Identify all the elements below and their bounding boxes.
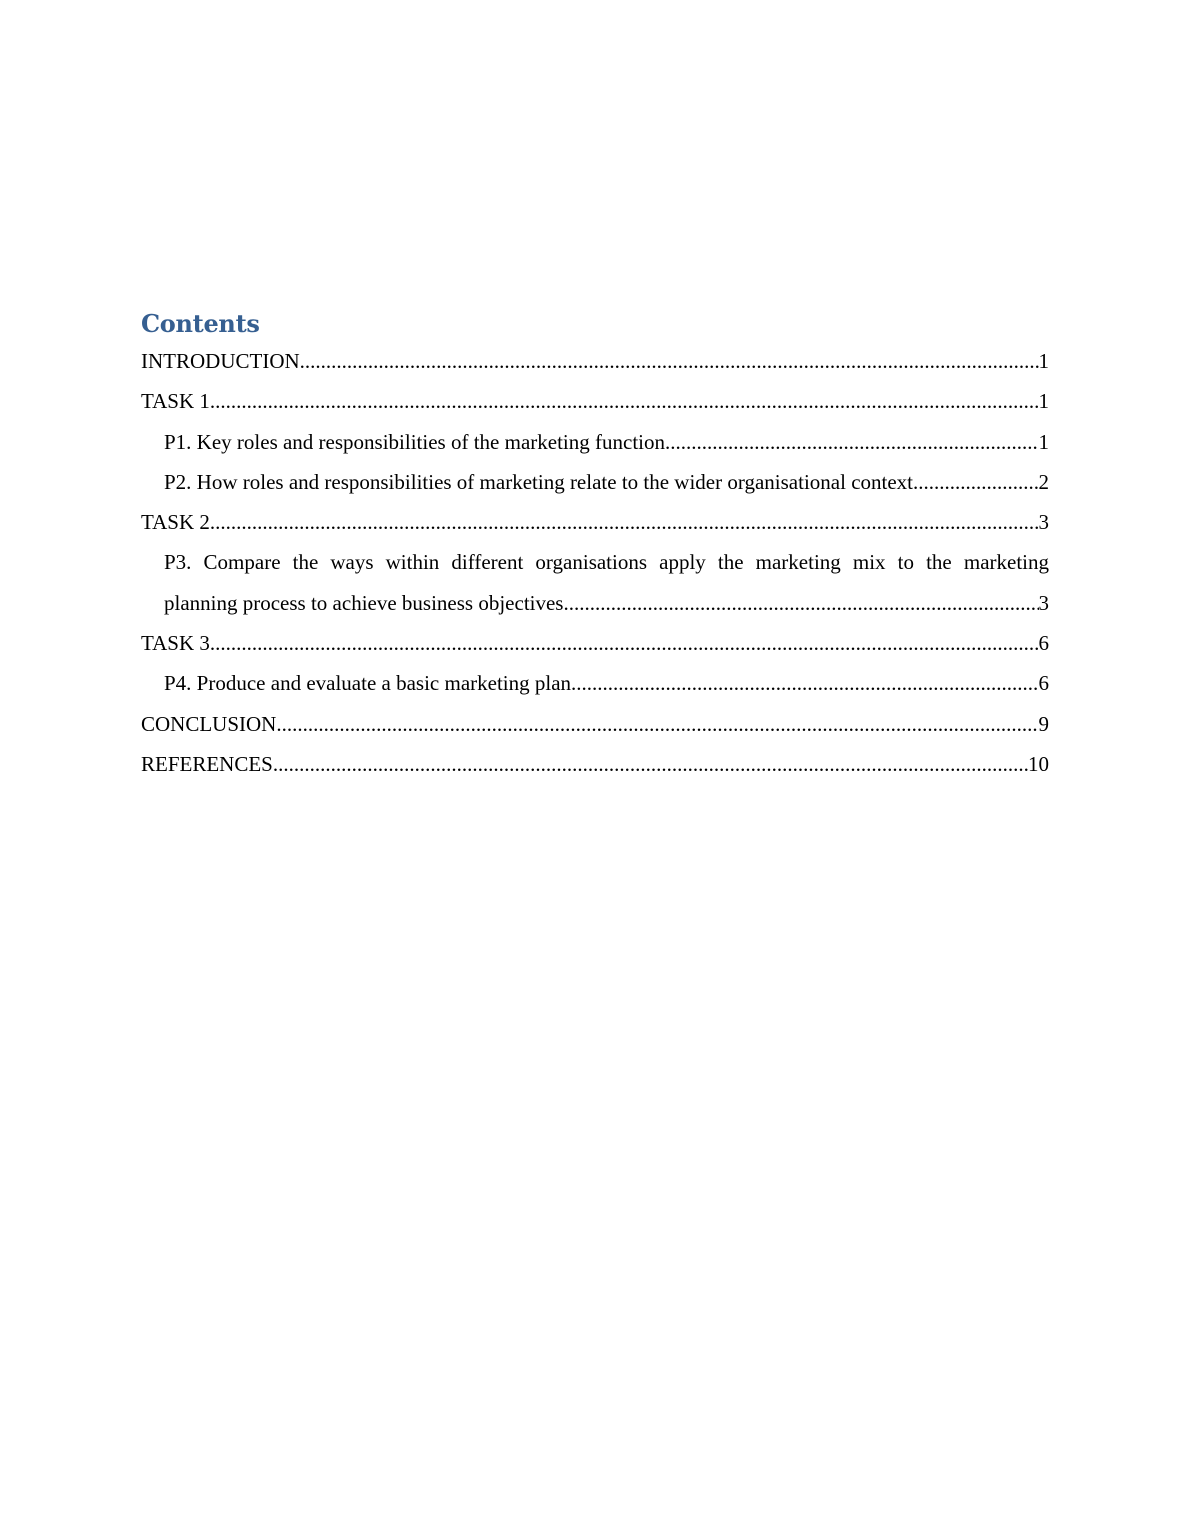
- toc-entry-references[interactable]: [141, 744, 1049, 784]
- toc-entry-label-line-2: planning process to achieve business objectives: [164, 590, 564, 615]
- toc-entry-introduction[interactable]: [141, 341, 1049, 381]
- toc-page-number: 3: [1038, 590, 1049, 615]
- toc-entry-label: CONCLUSION: [141, 711, 277, 736]
- toc-entry-task-2[interactable]: [141, 502, 1049, 542]
- toc-entry-label: TASK 3: [141, 631, 210, 656]
- toc-entry-p2[interactable]: [141, 462, 1049, 502]
- toc-page-number: 6: [1038, 631, 1049, 656]
- toc-entry-label: INTRODUCTION: [141, 349, 300, 373]
- toc-page-number: 9: [1038, 711, 1049, 736]
- toc-entry-task-3[interactable]: [141, 623, 1049, 663]
- toc-entry-task-1[interactable]: [141, 381, 1049, 421]
- toc-entry-label: P4. Produce and evaluate a basic marketing plan: [164, 671, 572, 696]
- toc-page-number: 6: [1038, 671, 1049, 696]
- toc-entry-p3[interactable]: [141, 542, 1049, 623]
- toc-dot-leader: [276, 704, 1038, 744]
- toc-page-number: 1: [1038, 429, 1049, 454]
- toc-dot-leader: [210, 381, 1039, 421]
- toc-title: Contents: [141, 309, 260, 338]
- toc-dot-leader: [571, 663, 1038, 703]
- toc-entry-label: TASK 1: [141, 389, 210, 414]
- toc-entry-conclusion[interactable]: [141, 704, 1049, 744]
- toc-page-number: 2: [1038, 469, 1049, 494]
- toc-entry-label: P2. How roles and responsibilities of marketing relate to the wider organisational context: [164, 469, 914, 494]
- toc-dot-leader: [665, 422, 1039, 462]
- toc-page-number: 3: [1038, 510, 1049, 535]
- toc-entry-label: TASK 2: [141, 510, 210, 535]
- toc-dot-leader: [273, 744, 1028, 784]
- toc-dot-leader: [563, 583, 1038, 623]
- toc-page-number: 10: [1028, 751, 1049, 776]
- toc-entry-label: P1. Key roles and responsibilities of the marketing function: [164, 429, 665, 454]
- table-of-contents: [141, 307, 1049, 784]
- toc-dot-leader: [300, 341, 1039, 381]
- toc-entry-line-2: [164, 583, 1049, 623]
- toc-entry-p1[interactable]: [141, 422, 1049, 462]
- toc-entry-label-line-1: P3. Compare the ways within different organisations apply the marketing mix to the marketing: [164, 550, 1049, 575]
- toc-entry-p4[interactable]: [141, 663, 1049, 703]
- toc-page-number: 1: [1038, 389, 1049, 414]
- toc-dot-leader: [913, 462, 1038, 502]
- toc-dot-leader: [210, 623, 1039, 663]
- toc-dot-leader: [210, 502, 1039, 542]
- toc-list: [141, 341, 1049, 784]
- toc-page-number: 1: [1038, 349, 1049, 373]
- toc-entry-label: REFERENCES: [141, 751, 273, 776]
